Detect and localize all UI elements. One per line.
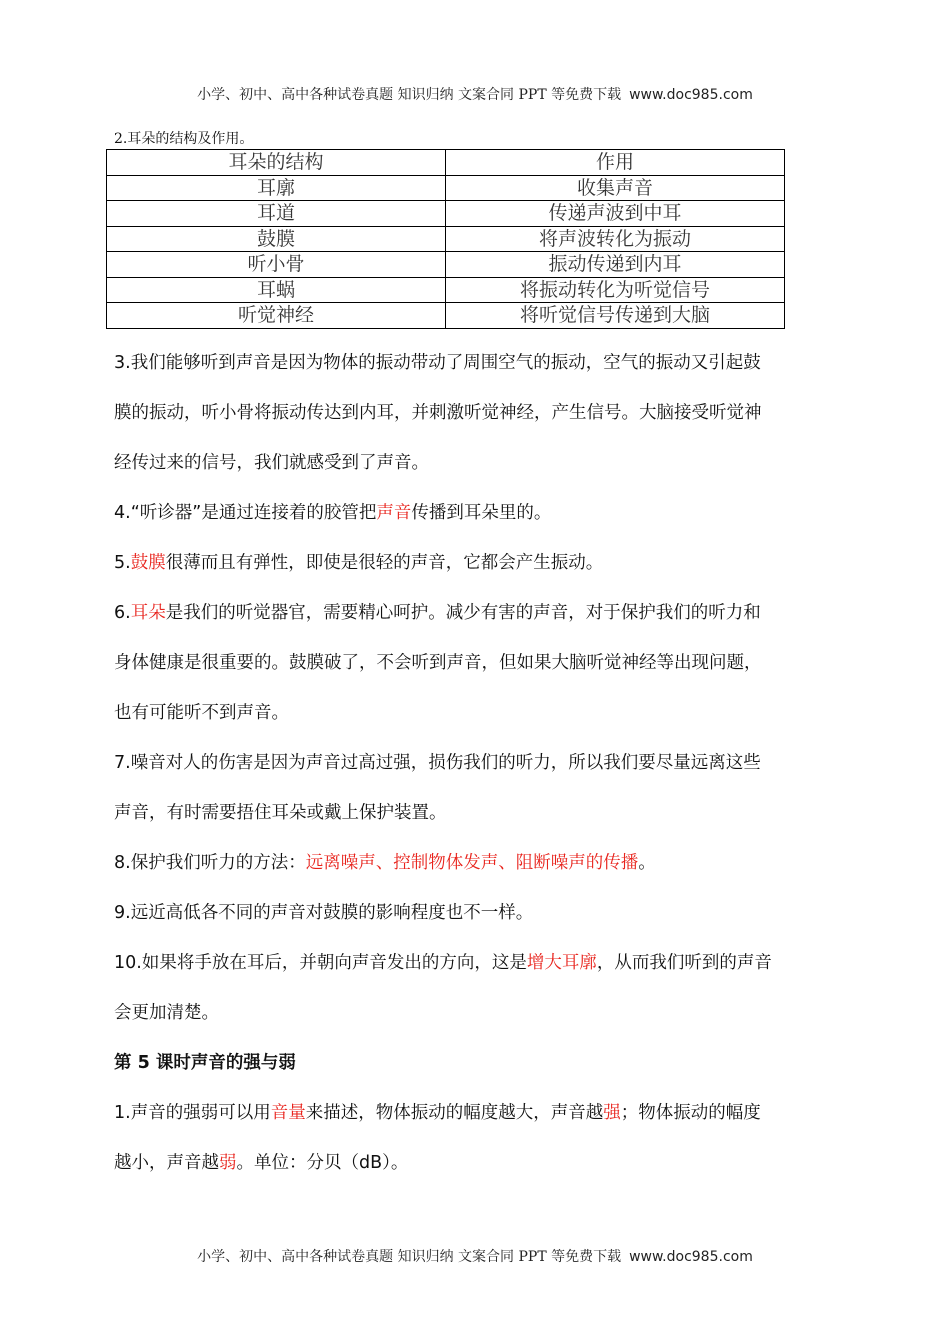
table-cell: 耳道 (107, 201, 446, 227)
text: 10.如果将手放在耳后，并朝向声音发出的方向，这是 (114, 953, 527, 973)
table-row (107, 226, 785, 252)
paragraph-3-line-1: 3.我们能够听到声音是因为物体的振动带动了周围空气的振动，空气的振动又引起鼓 (114, 353, 761, 373)
table-row (107, 175, 785, 201)
column-header-structure: 耳朵的结构 (107, 150, 446, 176)
table-row (107, 303, 785, 329)
text: 传播到耳朵里的。 (411, 503, 552, 523)
text: 是我们的听觉器官，需要精心呵护。减少有害的声音，对于保护我们的听力和 (165, 603, 761, 623)
text: 。单位：分贝（dB）。 (236, 1153, 409, 1173)
table-cell: 将听觉信号传递到大脑 (446, 303, 785, 329)
footer-url[interactable]: www.doc985.com (629, 1249, 753, 1265)
highlight: 弱 (219, 1153, 237, 1173)
table-cell: 耳蜗 (107, 277, 446, 303)
text: 。 (638, 853, 656, 873)
text: 4.“听诊器”是通过连接着的胶管把 (114, 503, 377, 523)
highlight: 鼓膜 (130, 553, 166, 573)
table-cell: 收集声音 (446, 175, 785, 201)
table-row (107, 277, 785, 303)
highlight: 强 (603, 1103, 621, 1123)
header-text: 小学、初中、高中各种试卷真题 知识归纳 文案合同 PPT 等免费下载 (197, 87, 622, 103)
table-cell: 鼓膜 (107, 226, 446, 252)
lesson-5-paragraph-1-line-1 (114, 1088, 844, 1138)
table-row (107, 252, 785, 278)
header-url[interactable]: www.doc985.com (629, 87, 753, 103)
text: ；物体振动的幅度 (620, 1103, 761, 1123)
table-cell: 振动传递到内耳 (446, 252, 785, 278)
paragraph-6-line-2: 身体健康是很重要的。鼓膜破了，不会听到声音，但如果大脑听觉神经等出现问题， (114, 653, 762, 673)
table-cell: 将振动转化为听觉信号 (446, 277, 785, 303)
text: 来描述，物体振动的幅度越大，声音越 (305, 1103, 604, 1123)
text: 很薄而且有弹性，即使是很轻的声音，它都会产生振动。 (165, 553, 604, 573)
content-body (114, 338, 844, 1188)
section-2-title: 2.耳朵的结构及作用。 (114, 131, 254, 147)
text: 越小，声音越 (114, 1153, 219, 1173)
table-cell: 传递声波到中耳 (446, 201, 785, 227)
table-row (107, 201, 785, 227)
paragraph-3-line-3: 经传过来的信号，我们就感受到了声音。 (114, 453, 429, 473)
page-footer (0, 1246, 950, 1266)
table-cell: 听小骨 (107, 252, 446, 278)
text: 5. (114, 553, 131, 573)
paragraph-4 (114, 488, 844, 538)
table-header-row (107, 150, 785, 176)
paragraph-7-line-2: 声音，有时需要捂住耳朵或戴上保护装置。 (114, 803, 447, 823)
table-cell: 将声波转化为振动 (446, 226, 785, 252)
highlight: 声音 (376, 503, 412, 523)
column-header-function: 作用 (446, 150, 785, 176)
highlight: 耳朵 (130, 603, 166, 623)
highlight: 音量 (270, 1103, 306, 1123)
ear-structure-table (106, 149, 785, 329)
paragraph-5 (114, 538, 844, 588)
lesson-5-paragraph-1-line-2 (114, 1138, 844, 1188)
text: ，从而我们听到的声音 (596, 953, 772, 973)
text: 6. (114, 603, 131, 623)
paragraph-6-line-3: 也有可能听不到声音。 (114, 703, 289, 723)
highlight: 增大耳廓 (526, 953, 597, 973)
paragraph-3-line-2: 膜的振动，听小骨将振动传达到内耳，并刺激听觉神经，产生信号。大脑接受听觉神 (114, 403, 762, 423)
footer-text: 小学、初中、高中各种试卷真题 知识归纳 文案合同 PPT 等免费下载 (197, 1249, 622, 1265)
table-cell: 耳廓 (107, 175, 446, 201)
paragraph-9: 9.远近高低各不同的声音对鼓膜的影响程度也不一样。 (114, 903, 534, 923)
paragraph-10-line-1 (114, 938, 844, 988)
text: 1.声音的强弱可以用 (114, 1103, 271, 1123)
highlight: 远离噪声、控制物体发声、阻断噪声的传播 (305, 853, 639, 873)
paragraph-10-line-2: 会更加清楚。 (114, 1003, 219, 1023)
lesson-5-title: 第 5 课时声音的强与弱 (114, 1053, 296, 1073)
table-cell: 听觉神经 (107, 303, 446, 329)
paragraph-6-line-1 (114, 588, 844, 638)
paragraph-7-line-1: 7.噪音对人的伤害是因为声音过高过强，损伤我们的听力，所以我们要尽量远离这些 (114, 753, 761, 773)
text: 8.保护我们听力的方法： (114, 853, 306, 873)
paragraph-8 (114, 838, 844, 888)
page-header (0, 84, 950, 104)
